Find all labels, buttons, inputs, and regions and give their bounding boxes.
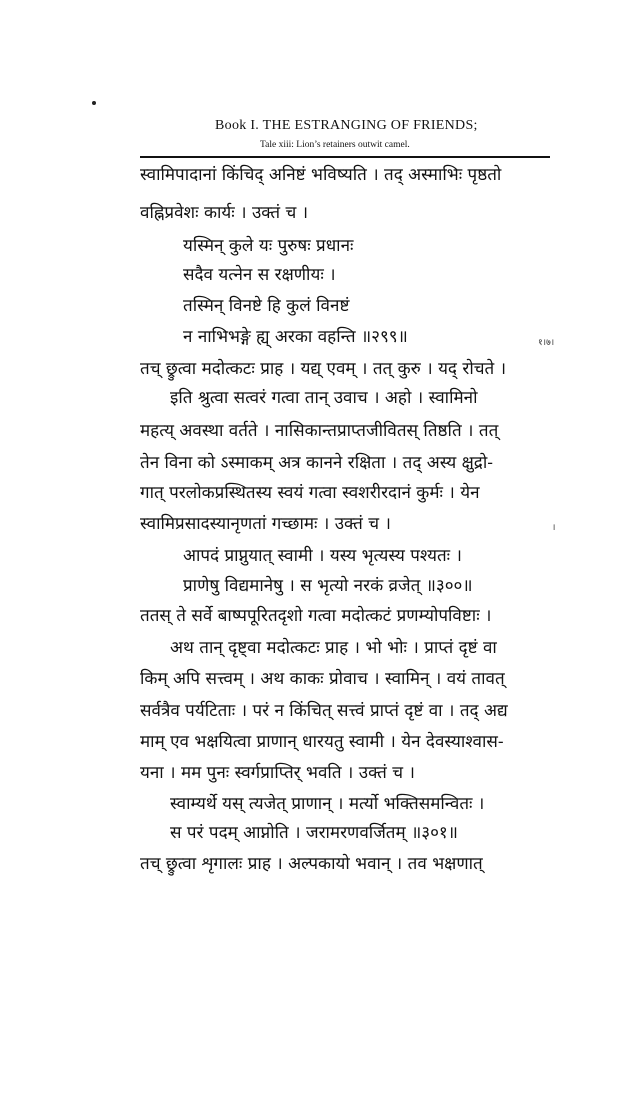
ink-spot (92, 101, 96, 105)
text-line: महत्य् अवस्था वर्तते । नासिकान्तप्राप्तजीवितस् तिष्ठति । तत् (140, 421, 499, 441)
text-line: स्वामिप्रसादस्यानृणतां गच्छामः । उक्तं च । (140, 514, 391, 534)
text-line: तेन विना को ऽस्माकम् अत्र कानने रक्षिता । तद् अस्य क्षुद्रो- (140, 453, 493, 473)
text-line: यना । मम पुनः स्वर्गप्राप्तिर् भवति । उक्तं च । (140, 763, 415, 783)
text-line: स्वामिपादानां किंचिद् अनिष्टं भविष्यति । तद् अस्माभिः पृष्ठतो (140, 165, 502, 185)
verse-line: आपदं प्राप्नुयात् स्वामी । यस्य भृत्यस्य पश्यतः । (183, 546, 462, 566)
text-line: इति श्रुत्वा सत्वरं गत्वा तान् उवाच । अहो । स्वामिनो (170, 388, 478, 408)
text-line: गात् परलोकप्रस्थितस्य स्वयं गत्वा स्वशरीरदानं कुर्मः । येन (140, 483, 480, 503)
tale-subheading: Tale xiii: Lion’s retainers outwit camel. (260, 140, 410, 150)
text-line: वह्निप्रवेशः कार्यः । उक्तं च । (140, 203, 309, 223)
text-line: तच् छ्रुत्वा मदोत्कटः प्राह । यद्य् एवम् । तत् कुरु । यद् रोचते । (140, 359, 507, 379)
text-line: ततस् ते सर्वे बाष्पपूरितदृशो गत्वा मदोत्कटं प्रणम्योपविष्टाः । (140, 606, 492, 626)
margin-note: । (552, 523, 556, 533)
verse-line: न नाभिभङ्गे ह्य् अरका वहन्ति ॥२९९॥ (183, 327, 408, 347)
running-head: Book I. THE ESTRANGING OF FRIENDS; (215, 118, 478, 133)
verse-line: प्राणेषु विद्यमानेषु । स भृत्यो नरकं व्रजेत् ॥३००॥ (183, 576, 473, 596)
verse-line: स परं पदम् आप्नोति । जरामरणवर्जितम् ॥३०१॥ (170, 823, 458, 843)
text-line: माम् एव भक्षयित्वा प्राणान् धारयतु स्वामी । येन देवस्याश्वास- (140, 732, 504, 752)
verse-line: यस्मिन् कुले यः पुरुषः प्रधानः (183, 236, 354, 256)
verse-line: स्वाम्यर्थे यस् त्यजेत् प्राणान् । मर्त्यो भक्तिसमन्वितः । (170, 794, 485, 814)
verse-line: तस्मिन् विनष्टे हि कुलं विनष्टं (183, 296, 350, 316)
text-line: किम् अपि सत्त्वम् । अथ काकः प्रोवाच । स्वामिन् । वयं तावत् (140, 669, 505, 689)
text-line: तच् छ्रुत्वा शृगालः प्राह । अल्पकायो भवान् । तव भक्षणात् (140, 854, 483, 874)
text-line: अथ तान् दृष्ट्वा मदोत्कटः प्राह । भो भोः । प्राप्तं दृष्टं वा (170, 638, 497, 658)
margin-note: १।७। (538, 338, 555, 348)
verse-line: सदैव यत्नेन स रक्षणीयः । (183, 265, 336, 285)
text-line: सर्वत्रैव पर्यटिताः । परं न किंचित् सत्त्वं प्राप्तं दृष्टं वा । तद् अद्य (140, 701, 508, 721)
header-rule (140, 156, 550, 158)
